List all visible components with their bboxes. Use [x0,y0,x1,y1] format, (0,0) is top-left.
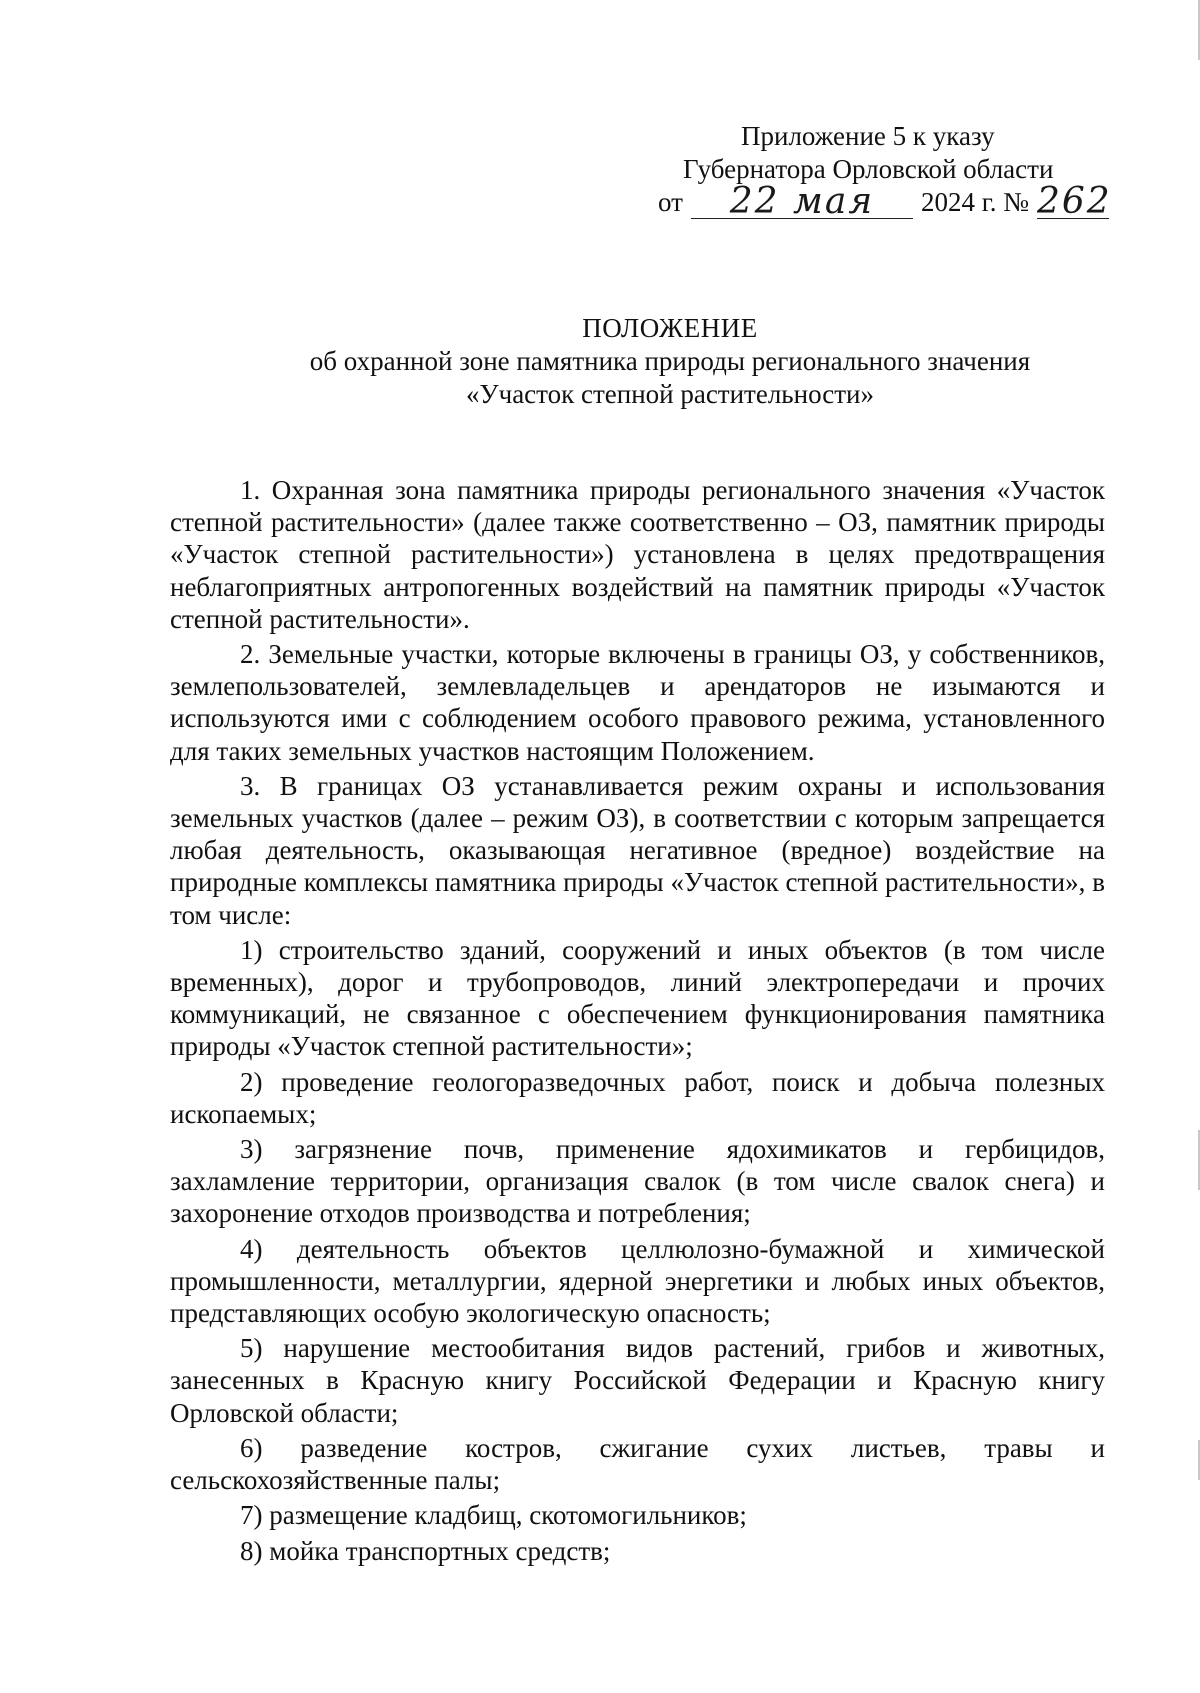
list-item: 3) загрязнение почв, применение ядохимикатов и гербицидов, захламление территории, организация свалок (в том числе свалок снега) и захоронение отходов производства и потребления; [170,1134,1105,1229]
document-title [0,312,1200,411]
list-item: 8) мойка транспортных средств; [240,1535,611,1566]
date-field [691,181,913,222]
list-item: 5) нарушение местообитания видов растений, грибов и животных, занесенных в Красную книгу Российской Федерации и Красную книгу Орловской области; [170,1333,1105,1428]
number-field [1037,181,1112,222]
handwritten-date: 22 мая [729,181,875,222]
paragraph: 1. Охранная зона памятника природы регионального значения «Участок степной растительности» (далее также соответственно – ОЗ, памятник природы «Участок степной растительности») установлена в целях предотвращения неблагоприятных антропогенных воздействий на памятник природы «Участок степной растительности». [170,475,1105,634]
list-item: 2) проведение геологоразведочных работ, поиск и добыча полезных ископаемых; [170,1066,1105,1129]
year-number-label: 2024 г. № [920,187,1029,217]
appendix-reference [640,120,1140,222]
list-item: 6) разведение костров, сжигание сухих листьев, травы и сельскохозяйственные палы; [170,1432,1105,1496]
from-prefix: от [658,187,683,217]
list-item: 7) размещение кладбищ, скотомогильников; [240,1500,747,1531]
list-item: 4) деятельность объектов целлюлозно-бумажной и химической промышленности, металлургии, ядерной энергетики и любых иных объектов, представляющих особую экологическую опасность; [170,1233,1105,1329]
title-subtitle: об охранной зоне памятника природы регионального значения [309,346,1031,376]
list-item: 1) строительство зданий, сооружений и иных объектов (в том числе временных), дорог и трубопроводов, линий электропередачи и прочих коммуникаций, не связанное с обеспечением функционирования памятника природы «Участок степной растительности»; [170,934,1105,1062]
title-heading: ПОЛОЖЕНИЕ [582,313,758,343]
paragraph: 2. Земельные участки, которые включены в границы ОЗ, у собственников, землепользователей, землевладельцев и арендаторов не изымаются и используются ими с соблюдением особого правового режима, установленного для таких земельных участков настоящим Положением. [170,639,1105,766]
appendix-line: Приложение 5 к указу [741,121,995,151]
date-number-line [640,181,1140,222]
title-subtitle: «Участок степной растительности» [466,379,874,409]
handwritten-number: 262 [1037,181,1112,222]
issuer-line: Губернатора Орловской области [683,154,1054,184]
paragraph: 3. В границах ОЗ устанавливается режим охраны и использования земельных участков (далее – режим ОЗ), в соответствии с которым запрещается любая деятельность, оказывающая негативное (вредное) воздействие на природные комплексы памятника природы «Участок степной растительности», в том числе: [170,770,1105,930]
document-body [170,474,1105,1567]
